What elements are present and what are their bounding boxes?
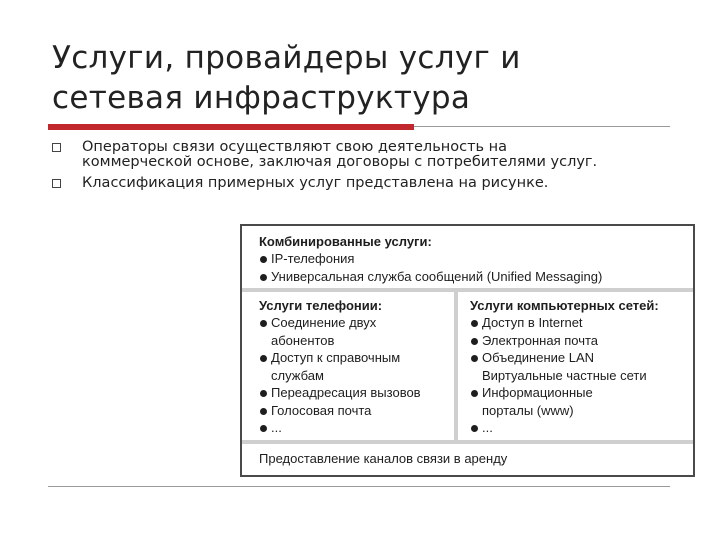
bullet-dot-icon bbox=[260, 425, 267, 432]
title-line-1: Услуги, провайдеры услуг и bbox=[52, 40, 521, 76]
computer-network-services-heading: Услуги компьютерных сетей: bbox=[470, 298, 659, 313]
bullet-dot-icon bbox=[471, 338, 478, 345]
slide-title bbox=[52, 38, 692, 118]
item-text: Объединение LAN bbox=[482, 350, 595, 365]
bullet-dot-icon bbox=[471, 355, 478, 362]
item-text: Доступ в Internet bbox=[482, 315, 583, 330]
bullet-item bbox=[52, 140, 692, 170]
list-item bbox=[470, 419, 647, 437]
item-text: службам bbox=[271, 367, 324, 383]
bullet-dot-icon bbox=[260, 320, 267, 327]
item-text: Соединение двух bbox=[271, 315, 377, 330]
list-item bbox=[259, 402, 421, 420]
bullet-text-line: Классификация примерных услуг представлена на рисунке. bbox=[82, 175, 549, 191]
item-text: Информационные bbox=[482, 385, 593, 400]
list-item bbox=[259, 384, 421, 402]
item-text: Переадресация вызовов bbox=[271, 385, 421, 400]
bullet-dot-icon bbox=[260, 274, 267, 281]
list-item bbox=[259, 349, 421, 384]
list-item bbox=[470, 349, 647, 384]
bullet-text-line: коммерческой основе, заключая договоры с потребителями услуг. bbox=[82, 154, 598, 170]
channel-lease-panel bbox=[242, 444, 693, 475]
services-diagram bbox=[240, 224, 695, 477]
bullet-dot-icon bbox=[471, 390, 478, 397]
bullet-dot-icon bbox=[260, 355, 267, 362]
item-text: IP-телефония bbox=[271, 251, 355, 266]
item-text: ... bbox=[482, 420, 493, 435]
combined-services-panel bbox=[242, 226, 693, 288]
bullet-dot-icon bbox=[471, 320, 478, 327]
combined-services-list bbox=[259, 250, 602, 285]
item-text: порталы (www) bbox=[482, 402, 574, 418]
bullet-text-line: Операторы связи осуществляют свою деятельность на bbox=[82, 139, 508, 155]
computer-network-services-panel bbox=[458, 292, 693, 440]
item-text: Универсальная служба сообщений (Unified Messaging) bbox=[271, 268, 603, 284]
list-item bbox=[259, 314, 421, 349]
list-item bbox=[259, 419, 421, 437]
telephony-services-panel bbox=[242, 292, 454, 440]
footer-divider-line bbox=[48, 486, 670, 487]
telephony-services-heading: Услуги телефонии: bbox=[259, 298, 383, 313]
list-item bbox=[259, 268, 602, 286]
item-text: Электронная почта bbox=[482, 332, 599, 348]
bullet-item bbox=[52, 176, 692, 191]
item-text: абонентов bbox=[271, 332, 335, 348]
title-line-2: сетевая инфраструктура bbox=[52, 80, 471, 116]
item-text: Голосовая почта bbox=[271, 402, 372, 418]
bullet-dot-icon bbox=[260, 390, 267, 397]
list-item bbox=[470, 384, 647, 419]
title-accent-bar bbox=[48, 124, 414, 130]
computer-network-services-list bbox=[470, 314, 647, 437]
telephony-services-list bbox=[259, 314, 421, 437]
item-text: Доступ к справочным bbox=[271, 350, 401, 365]
bullet-list bbox=[52, 140, 692, 191]
list-item bbox=[470, 314, 647, 332]
combined-services-heading: Комбинированные услуги: bbox=[259, 234, 432, 249]
channel-lease-text: Предоставление каналов связи в аренду bbox=[259, 451, 508, 466]
list-item bbox=[259, 250, 602, 268]
bullet-dot-icon bbox=[260, 408, 267, 415]
square-bullet-icon bbox=[52, 143, 61, 152]
title-divider-line bbox=[414, 126, 670, 127]
square-bullet-icon bbox=[52, 179, 61, 188]
list-item bbox=[470, 332, 647, 350]
bullet-dot-icon bbox=[471, 425, 478, 432]
item-text: ... bbox=[271, 420, 282, 435]
bullet-dot-icon bbox=[260, 256, 267, 263]
item-text: Виртуальные частные сети bbox=[482, 367, 647, 383]
